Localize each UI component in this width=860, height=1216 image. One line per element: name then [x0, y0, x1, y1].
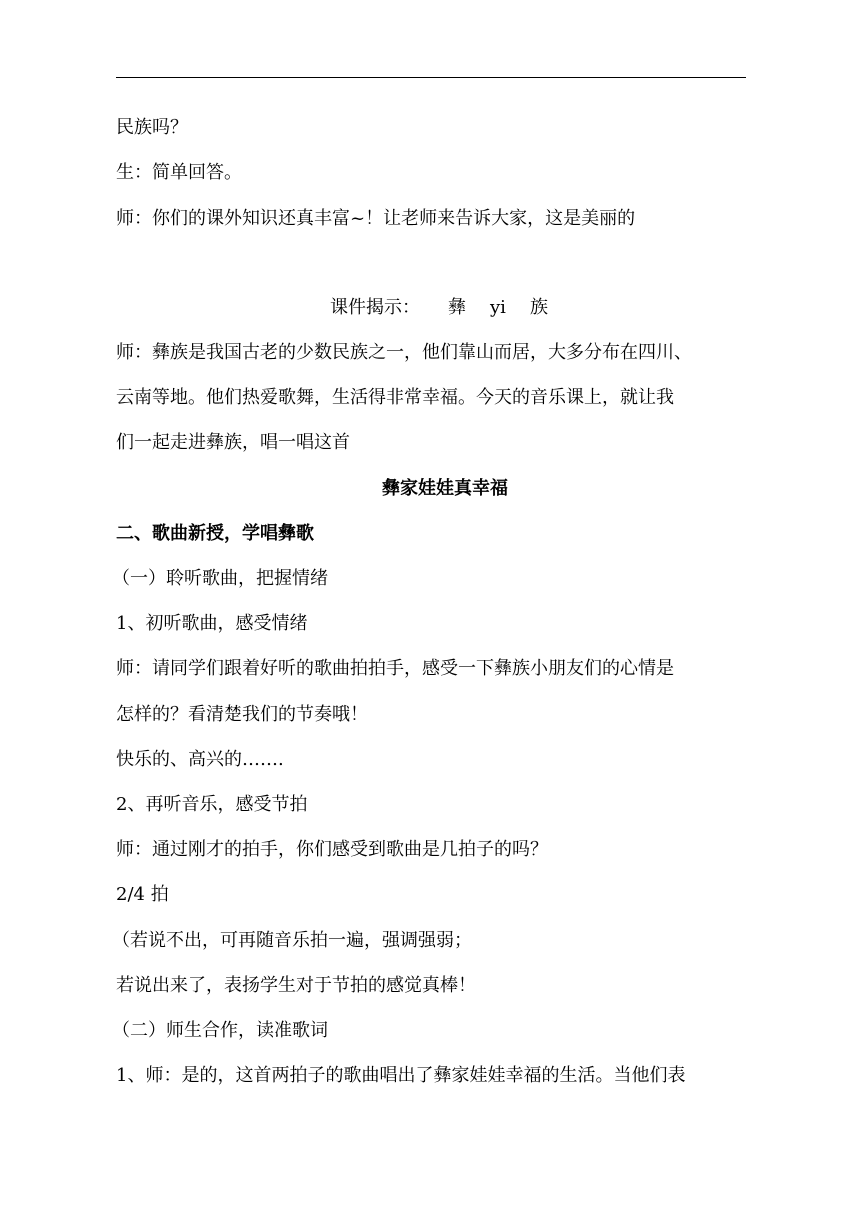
courseware-char-yi: 彝 — [448, 297, 466, 318]
text-line: 师：彝族是我国古老的少数民族之一，他们靠山而居，大多分布在四川、 — [116, 342, 692, 363]
subsection-heading: （一）聆听歌曲，把握情绪 — [112, 568, 328, 589]
section-heading: 二、歌曲新授，学唱彝歌 — [116, 523, 314, 544]
courseware-char-zu: 族 — [529, 297, 548, 318]
text-line: 们一起走进彝族，唱一唱这首 — [116, 432, 350, 453]
courseware-label: 课件揭示： — [330, 297, 420, 318]
text-line: 怎样的？看清楚我们的节奏哦！ — [116, 704, 368, 725]
song-title: 彝家娃娃真幸福 — [382, 478, 508, 499]
text-line: 师：通过刚才的拍手，你们感受到歌曲是几拍子的吗？ — [116, 839, 548, 860]
courseware-pinyin: yi — [490, 297, 506, 318]
text-line: 民族吗？ — [116, 117, 188, 138]
text-line: 师：你们的课外知识还真丰富~！让老师来告诉大家，这是美丽的 — [116, 208, 636, 229]
text-line: 若说出来了，表扬学生对于节拍的感觉真棒！ — [116, 975, 476, 996]
text-line: 云南等地。他们热爱歌舞，生活得非常幸福。今天的音乐课上，就让我 — [116, 387, 674, 408]
text-line: 1、师：是的，这首两拍子的歌曲唱出了彝家娃娃幸福的生活。当他们表 — [116, 1065, 686, 1086]
text-line: 快乐的、高兴的……. — [116, 749, 284, 770]
step-heading: 2、再听音乐，感受节拍 — [116, 794, 308, 815]
text-line: 师：请同学们跟着好听的歌曲拍拍手，感受一下彝族小朋友们的心情是 — [116, 658, 674, 679]
text-line: （若说不出，可再随音乐拍一遍，强调强弱； — [112, 930, 472, 951]
text-line: 2/4 拍 — [116, 884, 169, 905]
subsection-heading: （二）师生合作，读准歌词 — [112, 1020, 328, 1041]
header-rule — [116, 77, 746, 78]
text-line: 生：简单回答。 — [116, 162, 242, 183]
courseware-reveal — [330, 296, 548, 320]
step-heading: 1、初听歌曲，感受情绪 — [116, 613, 308, 634]
